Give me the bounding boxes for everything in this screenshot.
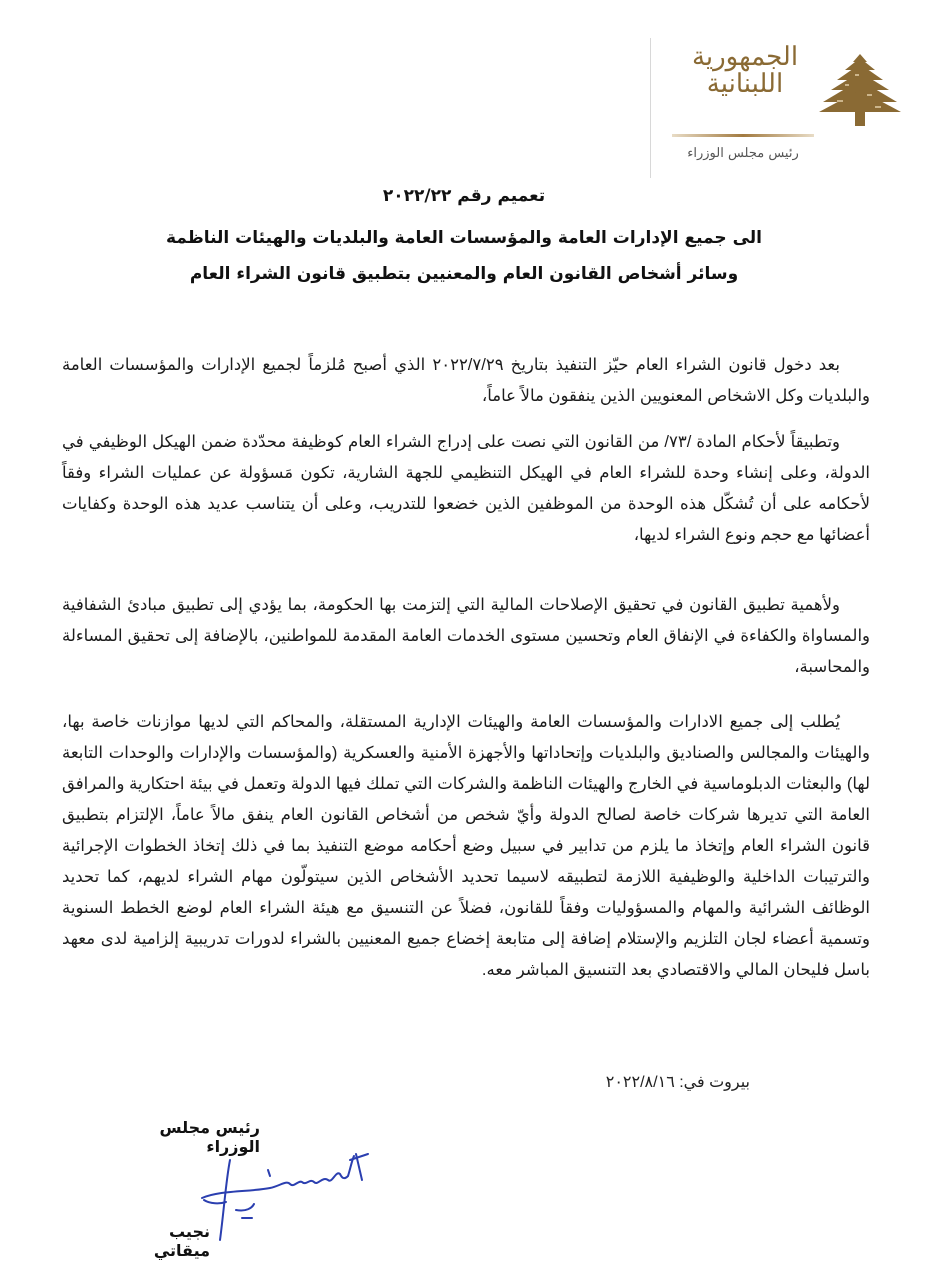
body-paragraph-3 [62, 590, 870, 683]
addressee-line-1: الى جميع الإدارات العامة والمؤسسات العامة والبلديات والهيئات الناظمة [166, 228, 762, 248]
paragraph-text: ولأهمية تطبيق القانون في تحقيق الإصلاحات المالية التي إلتزمت بها الحكومة، بما يؤدي إلى تطبيق مبادئ الشفافية والمساواة والكفاءة في الإنفاق العام وتحسين مستوى الخدمات العامة المقدمة للمواطنين، بالإضافة إلى تحقيق المساءلة والمحاسبة، [62, 596, 870, 676]
place-and-date: بيروت في: ٢٠٢٢/٨/١٦ [605, 1074, 750, 1091]
body-paragraph-2 [62, 427, 870, 551]
letterhead-title [670, 44, 820, 99]
letterhead-rule [672, 134, 814, 137]
handwritten-signature-icon [190, 1140, 380, 1250]
paragraph-text: وتطبيقاً لأحكام المادة /٧٣/ من القانون التي نصت على إدراج الشراء العام كوظيفة محدّدة ضمن الهيكل الوظيفي في الدولة، وعلى إنشاء وحدة للشراء العام في الهيكل التنظيمي للجهة الشارية، تكون مَسؤولة عن عمليات الشراء وفقاً لأحكامه على أن تُشكّل هذه الوحدة من الموظفين الذين خضعوا للتدريب، وعلى أن يتناسب عديد هذه الوحدة وكفايات أعضائها مع حجم ونوع الشراء لديها، [62, 433, 870, 544]
signature-block [110, 1110, 310, 1270]
cedar-tree-icon [815, 50, 905, 130]
circular-number: تعميم رقم ٢٠٢٢/٢٢ [382, 186, 546, 206]
paragraph-text: يُطلب إلى جميع الادارات والمؤسسات العامة والهيئات الإدارية المستقلة، والمحاكم التي لديها موازنات خاصة بها، والهيئات والمجالس والصناديق والبلديات وإتحاداتها والأجهزة الأمنية والعسكرية (والمؤسسات والإدارات والوحدات التابعة لها) والبعثات الدبلوماسية في الخارج والهيئات الناظمة والشركات التي تملك فيها الدولة وتعمل في بيئة احتكارية والمرافق العامة التي تديرها شركات خاصة لصالح الدولة وأيّ شخص من أشخاص القانون العام ينفق مالاً عاماً، الإلتزام بتطبيق قانون الشراء العام وإتخاذ ما يلزم من تدابير في سبيل وضع أحكامه موضع التنفيذ بما في ذلك إتخاذ الخطوات الإجرائية والترتيبات الداخلية والوظيفية اللازمة لتطبيقه لاسيما تحديد الأشخاص الذين سيتولّون مهام الشراء لديهم، كما تحديد الوظائف الشرائية والمهام والمسؤوليات وفقاً للقانون، فضلاً عن التنسيق مع هيئة الشراء العام لوضع الخطط السنوية وتسمية أعضاء لجان التلزيم والإستلام إضافة إلى متابعة إخضاع جميع المعنيين بالشراء لدورات تدريبية إلزامية لدى معهد باسل فليحان المالي والاقتصادي بعد التنسيق المباشر معه. [62, 713, 870, 979]
letterhead-divider [650, 38, 651, 178]
signatory-name: نجيب ميقاتي [153, 1222, 210, 1260]
letterhead [650, 38, 915, 178]
letterhead-title-line2: اللبنانية [706, 69, 784, 100]
body-paragraph-1 [62, 350, 870, 412]
body-paragraph-4 [62, 707, 870, 986]
addressee-line-2: وسائر أشخاص القانون العام والمعنيين بتطبيق قانون الشراء العام [189, 264, 739, 284]
letterhead-title-line1: الجمهورية [691, 42, 799, 72]
paragraph-text: بعد دخول قانون الشراء العام حيّز التنفيذ بتاريخ ٢٠٢٢/٧/٢٩ الذي أصبح مُلزماً لجميع الإدارات والمؤسسات العامة والبلديات وكل الاشخاص المعنويين الذين ينفقون مالاً عاماً، [62, 356, 870, 405]
letterhead-subtitle: رئيس مجلس الوزراء [687, 146, 799, 161]
signatory-title: رئيس مجلس الوزراء [159, 1118, 260, 1156]
